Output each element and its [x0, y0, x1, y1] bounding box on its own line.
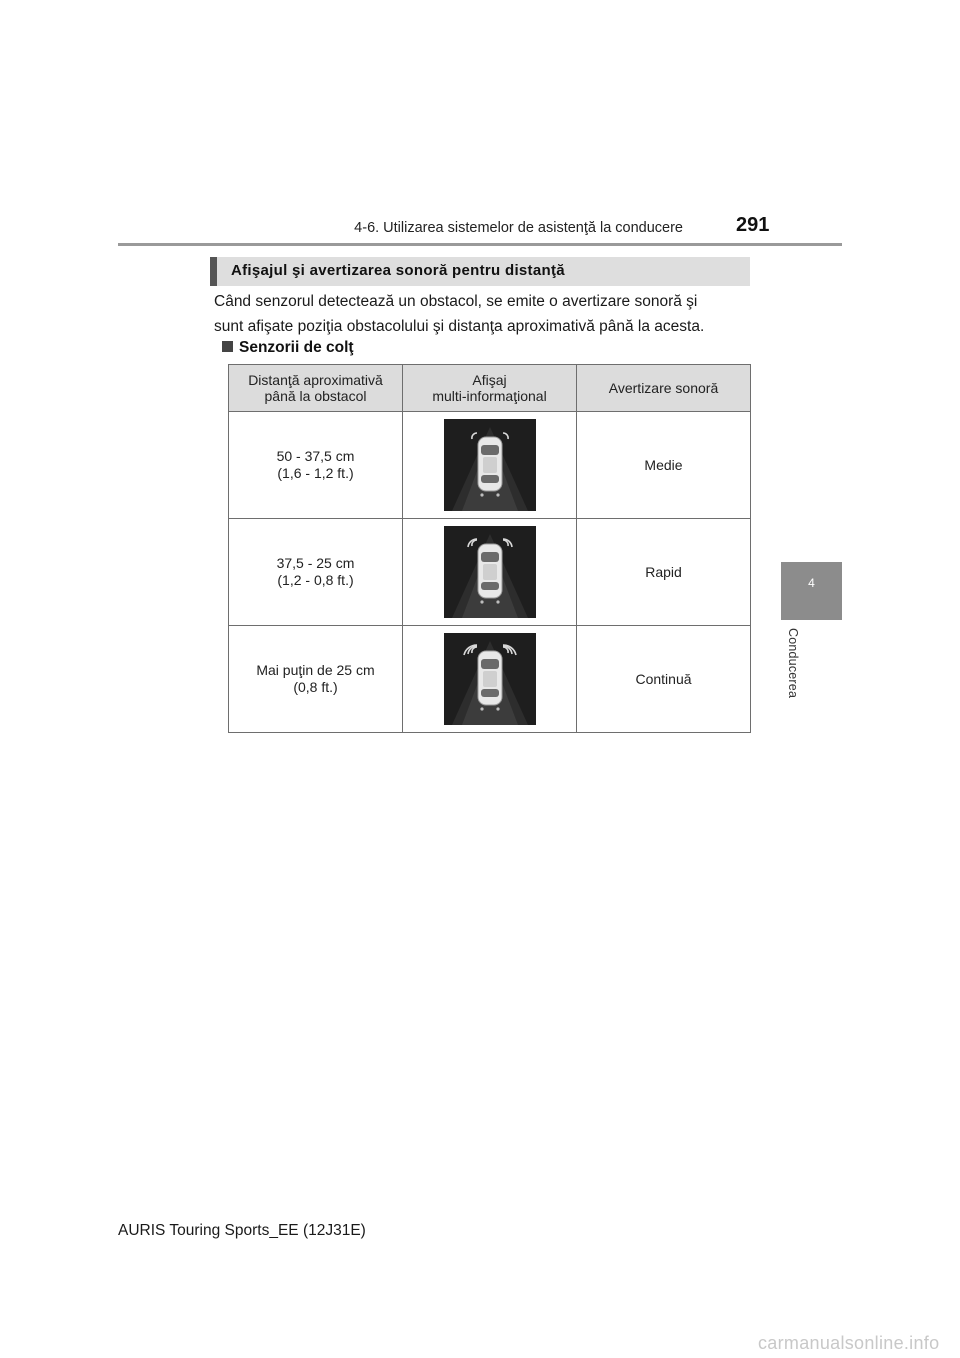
buzzer-cell: Rapid: [577, 519, 751, 626]
header-rule: [118, 243, 842, 246]
parking-sensor-display-icon: [444, 526, 536, 618]
table-header-row: [229, 365, 751, 412]
section-heading: [210, 257, 750, 286]
car-windshield: [481, 659, 499, 669]
watermark: carmanualsonline.info: [758, 1333, 940, 1353]
sensor-dot: [480, 600, 483, 603]
buzzer-cell: Medie: [577, 412, 751, 519]
sensor-dot: [480, 707, 483, 710]
distance-table: [228, 364, 751, 733]
display-cell: [403, 626, 577, 733]
car-roof: [483, 457, 497, 473]
column-header-buzzer: Avertizare sonoră: [577, 365, 751, 412]
chapter-tab-number: 4: [808, 576, 815, 590]
car-rear-window: [481, 475, 499, 483]
subheading-text: Senzorii de colţ: [239, 339, 354, 356]
page-number: 291: [736, 214, 770, 236]
display-cell: [403, 519, 577, 626]
subheading: [222, 339, 354, 357]
car-rear-window: [481, 689, 499, 697]
distance-cell: 50 - 37,5 cm (1,6 - 1,2 ft.): [229, 412, 403, 519]
chapter-tab: [781, 562, 842, 620]
square-bullet-icon: [222, 341, 233, 352]
distance-cell: Mai puţin de 25 cm (0,8 ft.): [229, 626, 403, 733]
footer-model: AURIS Touring Sports_EE (12J31E): [118, 1222, 366, 1239]
table-row: [229, 626, 751, 733]
car-roof: [483, 564, 497, 580]
section-title: 4-6. Utilizarea sistemelor de asistenţă la conducere: [354, 220, 683, 236]
car-roof: [483, 671, 497, 687]
chapter-tab-label: Conducerea: [786, 628, 800, 699]
body-line: sunt afişate poziţia obstacolului şi distanţa aproximativă până la acesta.: [214, 318, 705, 335]
table-row: [229, 412, 751, 519]
parking-sensor-display-icon: [444, 419, 536, 511]
display-cell: [403, 412, 577, 519]
column-header-display: Afişaj multi-informaţional: [403, 365, 577, 412]
sensor-dot: [496, 493, 499, 496]
sensor-dot: [480, 493, 483, 496]
sensor-dot: [496, 707, 499, 710]
car-rear-window: [481, 582, 499, 590]
section-heading-text: Afişajul şi avertizarea sonoră pentru distanţă: [231, 262, 565, 279]
body-paragraph: [214, 289, 754, 339]
body-line: Când senzorul detectează un obstacol, se emite o avertizare sonoră şi: [214, 293, 698, 310]
parking-sensor-display-icon: [444, 633, 536, 725]
distance-cell: 37,5 - 25 cm (1,2 - 0,8 ft.): [229, 519, 403, 626]
column-header-distance: Distanţă aproximativă până la obstacol: [229, 365, 403, 412]
car-windshield: [481, 445, 499, 455]
sensor-dot: [496, 600, 499, 603]
table-row: [229, 519, 751, 626]
car-windshield: [481, 552, 499, 562]
buzzer-cell: Continuă: [577, 626, 751, 733]
